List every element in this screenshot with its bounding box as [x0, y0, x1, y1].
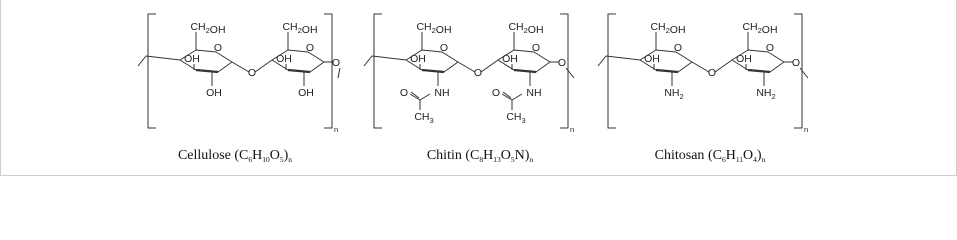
methyl-label: $CH_3$: [414, 111, 434, 125]
repeat-subscript: n: [804, 125, 809, 134]
oh-label: OH: [184, 53, 200, 65]
methyl-label: $CH_3$: [506, 111, 526, 125]
chain-bond-out: [338, 68, 340, 78]
ring-oxygen-label: O: [305, 42, 315, 54]
glycosidic-oxygen-label: O: [247, 67, 257, 79]
nh-label: NH: [434, 87, 450, 99]
carbonyl-oxygen-label: O: [399, 87, 409, 99]
ring-oxygen-label: O: [673, 42, 683, 54]
ring-oxygen-label: O: [531, 42, 541, 54]
ch2oh-label: $CH_2OH$: [282, 21, 318, 36]
oh-label: OH: [206, 87, 222, 99]
ch2oh-label: $CH_2OH$: [508, 21, 544, 36]
left-bracket: [608, 14, 616, 128]
ring-front-edge: [514, 70, 536, 72]
glycosidic-oxygen-label: O: [707, 67, 717, 79]
glycosidic-bond: [232, 62, 249, 72]
right-bracket: [557, 14, 568, 128]
oh-label: OH: [276, 53, 292, 65]
glycosidic-bond: [692, 62, 709, 72]
ch2oh-label: $CH_2OH$: [416, 21, 452, 36]
ring-front-edge: [422, 70, 444, 72]
chain-bond-in: [138, 56, 180, 66]
glycosidic-oxygen-label: O: [331, 57, 341, 69]
oh-label: OH: [502, 53, 518, 65]
ch2oh-label: $CH_2OH$: [650, 21, 686, 36]
chain-bond-in: [598, 56, 640, 66]
nh2-label: $NH_2$: [756, 87, 776, 101]
amide-bond: [512, 94, 522, 100]
chitosan-caption: Chitosan $(C_6H_{11}O_4)_n$: [654, 148, 766, 164]
chitin-structure: [364, 14, 574, 134]
nh2-label: $NH_2$: [664, 87, 684, 101]
ch2oh-label: $CH_2OH$: [190, 21, 226, 36]
ring-oxygen-label: O: [439, 42, 449, 54]
oh-label: OH: [736, 53, 752, 65]
left-bracket: [374, 14, 382, 128]
right-bracket: [791, 14, 802, 128]
repeat-subscript: n: [570, 125, 575, 134]
nh-label: NH: [526, 87, 542, 99]
glycosidic-bond: [458, 62, 475, 72]
cellulose-caption: Cellulose $(C_6H_{10}O_5)_n$: [177, 148, 293, 164]
chain-bond-out: [800, 68, 808, 78]
ring-front-edge: [656, 70, 678, 72]
oh-label: OH: [298, 87, 314, 99]
glycosidic-bond: [481, 60, 498, 72]
ch2oh-label: $CH_2OH$: [742, 21, 778, 36]
repeat-subscript: n: [334, 125, 339, 134]
oh-label: OH: [644, 53, 660, 65]
glycosidic-bond: [715, 60, 732, 72]
ring-oxygen-label: O: [765, 42, 775, 54]
carbonyl-oxygen-label: O: [491, 87, 501, 99]
chitosan-structure: [598, 14, 808, 134]
glycosidic-oxygen-label: O: [791, 57, 801, 69]
ring-oxygen-label: O: [213, 42, 223, 54]
chain-bond-in: [364, 56, 406, 66]
chain-bond-out: [566, 68, 574, 78]
ring-front-edge: [196, 70, 218, 72]
cellulose-structure: [138, 14, 340, 134]
ring-front-edge: [748, 70, 770, 72]
oh-label: OH: [410, 53, 426, 65]
glycosidic-oxygen-label: O: [473, 67, 483, 79]
glycosidic-oxygen-label: O: [557, 57, 567, 69]
right-bracket: [324, 14, 332, 128]
glycosidic-bond: [255, 60, 272, 72]
amide-bond: [420, 94, 430, 100]
left-bracket: [148, 14, 156, 128]
chitin-caption: Chitin $(C_8H_{13}O_5N)_n$: [426, 148, 534, 164]
ring-front-edge: [288, 70, 310, 72]
